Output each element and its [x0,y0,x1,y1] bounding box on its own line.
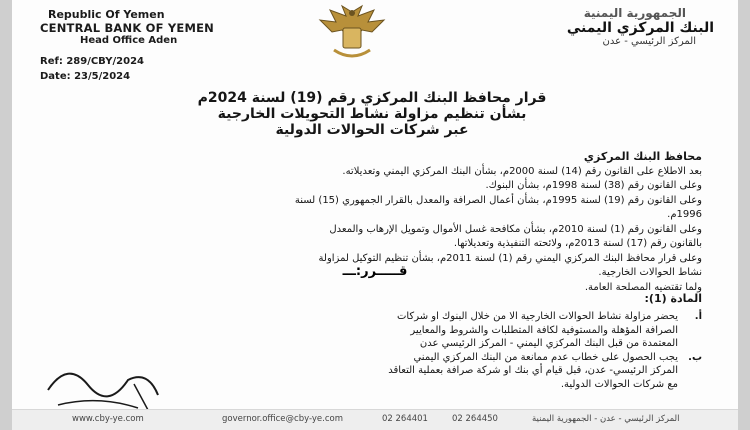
letter-date: Date: 23/5/2024 [40,71,131,82]
eagle-emblem-icon [312,4,392,64]
item-line: الصرافة المؤهلة والمستوفية لكافة المتطلبات والشروط والمعايير [410,324,678,336]
arabic-letterhead [494,6,714,47]
preamble-line: نشاط الحوالات الخارجية. [598,267,702,278]
preamble-line: 1996م. [667,209,702,220]
article-heading: المادة (1): [644,292,702,305]
article-item [42,310,702,351]
title-line: بشأن تنظيم مزاولة نشاط التحويلات الخارجية [217,106,527,122]
english-letterhead [40,8,240,82]
decision-title [42,90,702,138]
republic-label-ar: الجمهورية اليمنية [583,6,686,20]
office-label-en: Head Office Aden [80,35,178,46]
decree-label: قـــــرر:ـــ [342,264,408,279]
bank-name-en: CENTRAL BANK OF YEMEN [40,21,214,35]
item-line: مع شركات الحوالات الدولية. [560,378,678,390]
reference-number: Ref: 289/CBY/2024 [40,56,144,67]
letter-footer [12,409,738,430]
preamble-line: بالقانون رقم (17) لسنة 2013م، ولائحته التنفيذية وتعديلاتها. [453,238,702,249]
item-line: يحضر مزاولة نشاط الحوالات الخارجية الا من خلال البنوك او شركات [396,311,678,322]
bank-name-ar: البنك المركزي اليمني [566,20,714,36]
office-label-ar: المركز الرئيسي - عدن [602,36,696,47]
item-marker: ب. [688,351,702,363]
preamble-line: بعد الاطلاع على القانون رقم (14) لسنة 2000م، بشأن البنك المركزي اليمني وتعديلاته. [342,165,702,177]
preamble-line: وعلى قرار محافظ البنك المركزي اليمني رقم (1) لسنة 2011م، بشأن تنظيم التوكيل لمزاولة [318,252,702,264]
letter-page [12,0,738,430]
phone-text: 02 264401 [382,414,428,424]
phone-text: 02 264450 [452,414,498,424]
email-text: governor.office@cby-ye.com [222,414,344,424]
preamble-heading: محافظ البنك المركزي [583,150,702,163]
item-line: يجب الحصول على خطاب عدم ممانعة من البنك المركزي اليمني [413,351,678,363]
website-text: www.cby-ye.com [72,414,144,424]
address-text: المركز الرئيسي - عدن - الجمهورية اليمنية [532,414,680,424]
item-line: المعتمدة من قبل البنك المركزي اليمني - المركز الرئيسي عدن [419,338,678,349]
title-line: قرار محافظ البنك المركزي رقم (19) لسنة 2024م [197,90,547,106]
preamble-line: ولما تقتضيه المصلحة العامة. [584,281,702,293]
title-line: عبر شركات الحوالات الدولية [275,122,469,138]
preamble-line: وعلى القانون رقم (38) لسنة 1998م، بشأن البنوك. [485,180,702,191]
item-line: المركز الرئيسي- عدن، قبل قيام أي بنك او شركة صرافة بعملية التعاقد [388,365,678,376]
republic-label: Republic Of Yemen [48,8,165,21]
item-marker: أ. [694,311,702,322]
preamble-line: وعلى القانون رقم (19) لسنة 1995م، بشأن أعمال الصرافة والمعدل بالقرار الجمهوري (15) لسنة [294,194,702,206]
preamble-line: وعلى القانون رقم (1) لسنة 2010م، بشأن مكافحة غسل الأموال وتمويل الإرهاب والمعدل [329,223,702,235]
